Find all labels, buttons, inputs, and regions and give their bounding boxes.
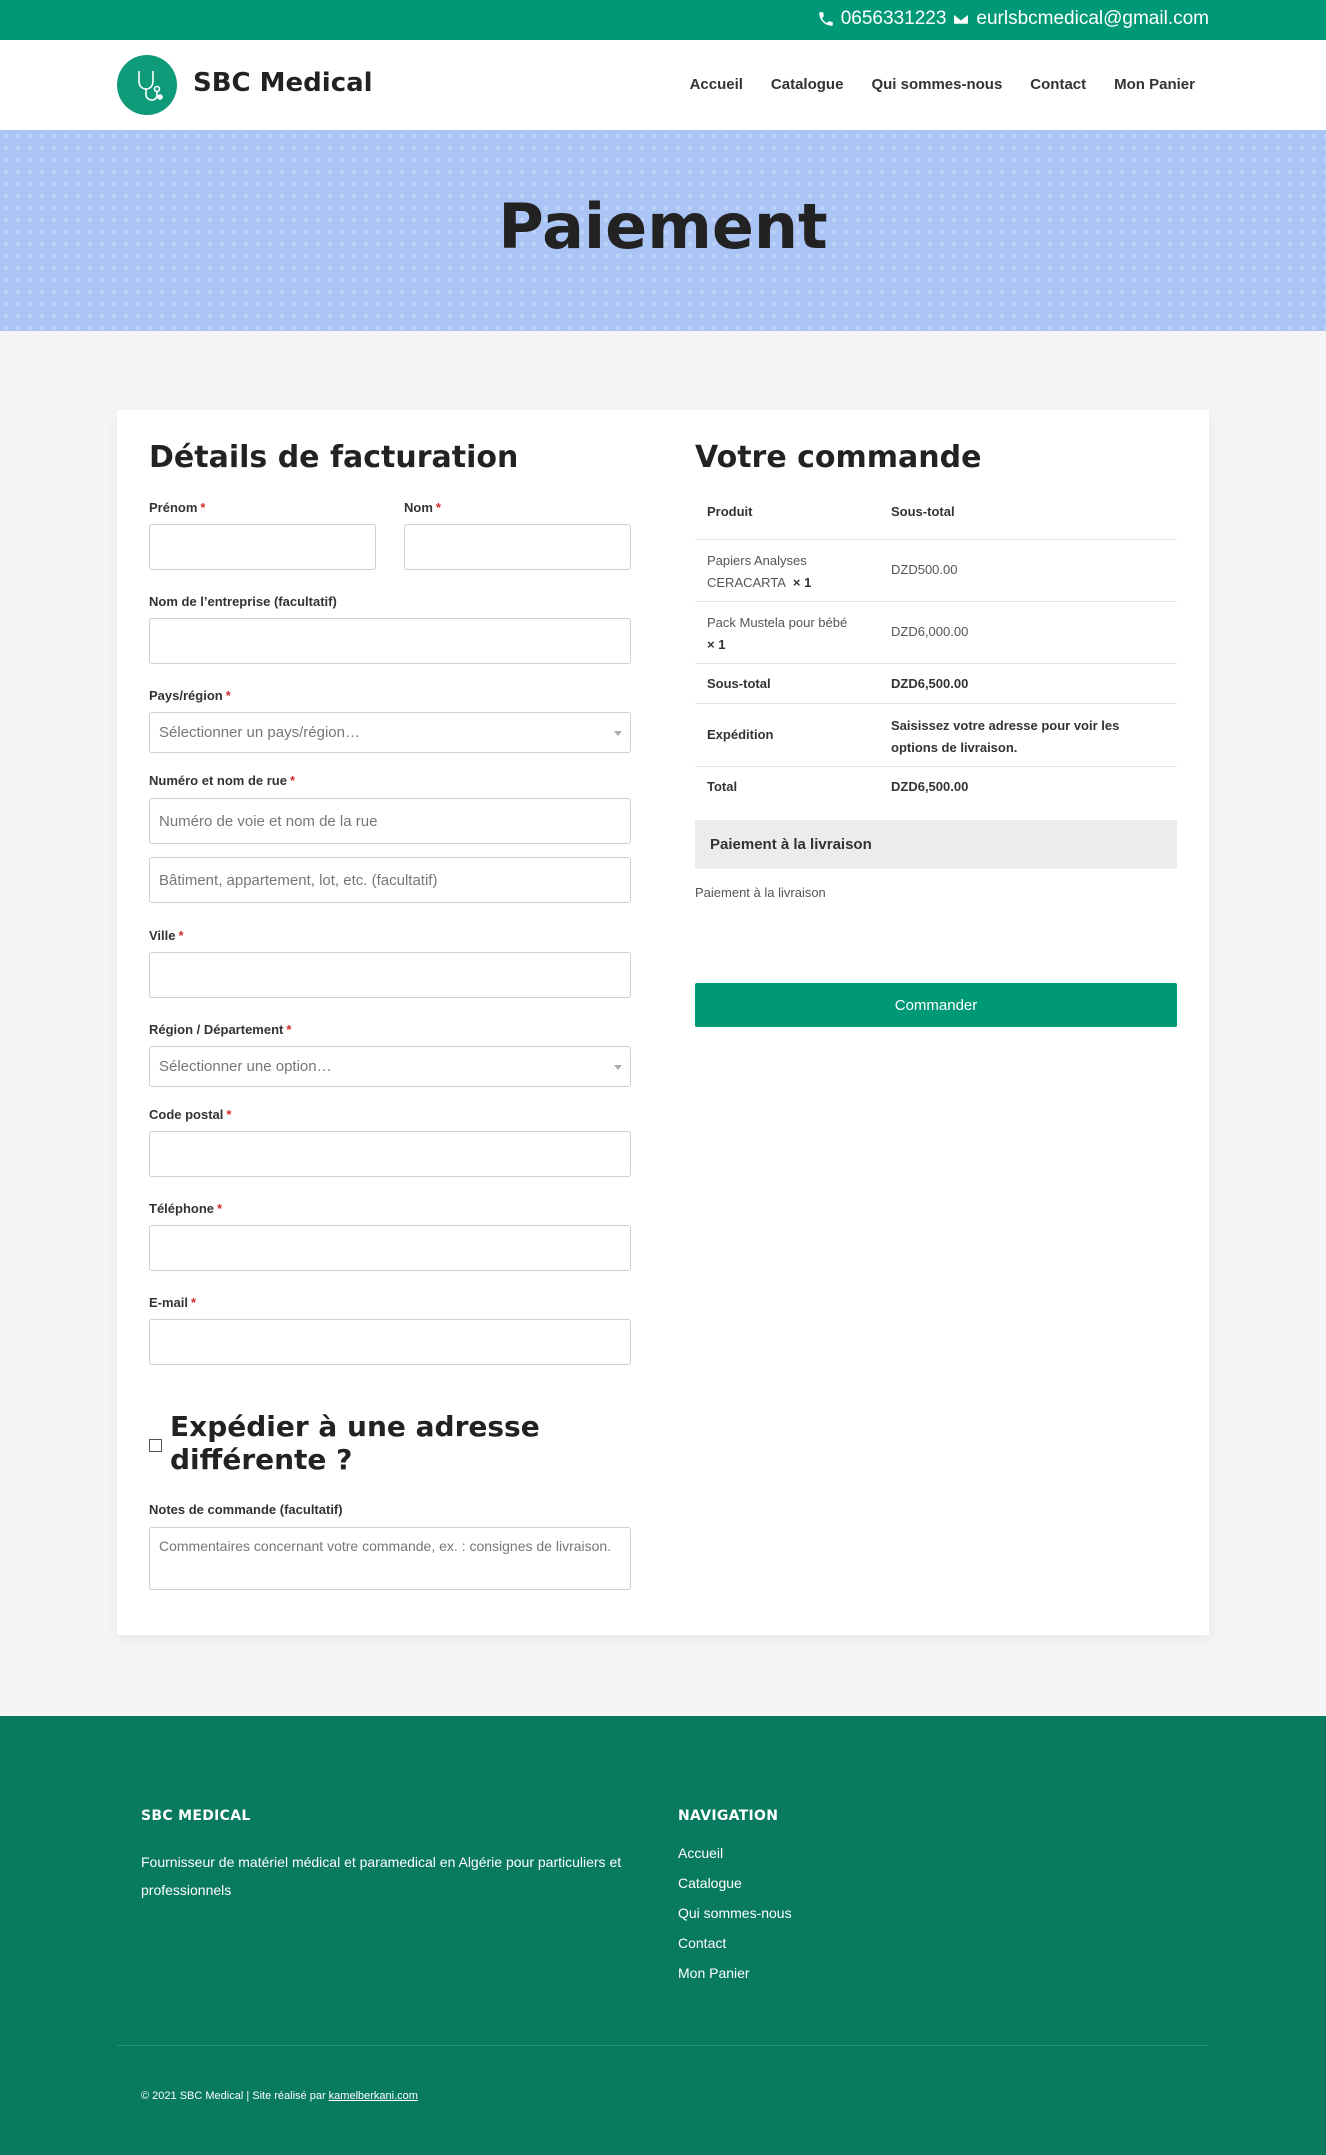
order-review-table	[695, 485, 1177, 807]
footer-link-qui-sommes-nous[interactable]: Qui sommes-nous	[678, 1905, 792, 1921]
last-name-label	[404, 500, 441, 515]
product-quantity: × 1	[792, 575, 812, 590]
email-label-text: E-mail	[149, 1295, 189, 1310]
first-name-label-text: Prénom	[149, 500, 198, 515]
order-notes-placeholder: Commentaires concernant votre commande, ex. : consignes de livraison.	[159, 1538, 612, 1554]
nav-item-mon-panier[interactable]: Mon Panier	[1114, 76, 1195, 93]
first-name-field[interactable]	[149, 524, 376, 570]
nav-item-accueil[interactable]: Accueil	[689, 76, 743, 93]
site-logo[interactable]	[117, 55, 177, 115]
order-notes-label: Notes de commande (facultatif)	[149, 1502, 343, 1517]
order-title: Votre commande	[695, 440, 982, 475]
required-mark: *	[286, 1022, 292, 1037]
subtotal-value: DZD6,500.00	[891, 676, 969, 691]
footer-about-heading: SBC MEDICAL	[141, 1808, 251, 1824]
column-header-subtotal: Sous-total	[891, 504, 955, 519]
shipping-message-line1: Saisissez votre adresse pour voir les	[891, 718, 1120, 733]
email-address[interactable]: eurlsbcmedical@gmail.com	[976, 8, 1209, 29]
country-label	[149, 688, 231, 703]
stethoscope-icon	[127, 65, 167, 105]
footer-nav	[678, 1838, 792, 1988]
phone-icon	[817, 10, 835, 28]
credit-link[interactable]: kamelberkani.com	[328, 2090, 418, 2102]
required-mark: *	[289, 773, 296, 788]
email-label	[149, 1295, 196, 1310]
total-row	[695, 767, 1177, 807]
country-select[interactable]	[149, 712, 631, 753]
top-contact-bar	[0, 0, 1326, 40]
subtotal-label: Sous-total	[707, 676, 771, 691]
footer-nav-heading: NAVIGATION	[678, 1808, 779, 1824]
subtotal-row	[695, 664, 1177, 704]
product-name	[707, 550, 811, 594]
total-label: Total	[707, 779, 738, 794]
region-select[interactable]	[149, 1046, 631, 1087]
page-hero	[0, 130, 1326, 331]
shipping-message-line2: options de livraison.	[891, 740, 1018, 755]
product-name-line2: CERACARTA	[707, 575, 786, 590]
footer-link-contact[interactable]: Contact	[678, 1935, 727, 1951]
city-label	[149, 928, 184, 943]
street-label-text: Numéro et nom de rue	[149, 773, 287, 788]
product-name	[707, 612, 847, 656]
shipping-label: Expédition	[707, 727, 774, 742]
contact-info	[817, 8, 1209, 30]
site-header	[0, 40, 1326, 130]
footer-link-accueil[interactable]: Accueil	[678, 1845, 724, 1861]
required-mark: *	[435, 500, 441, 515]
order-notes-textarea[interactable]	[149, 1527, 631, 1590]
street2-placeholder: Bâtiment, appartement, lot, etc. (facultatif)	[159, 871, 438, 889]
postcode-label-text: Code postal	[149, 1107, 224, 1122]
footer-about-text: Fournisseur de matériel médical et paramedical en Algérie pour particuliers et professionnels	[141, 1854, 622, 1898]
page-title: Paiement	[498, 190, 828, 263]
payment-method-description: Paiement à la livraison	[695, 885, 826, 900]
country-label-text: Pays/région	[149, 688, 223, 703]
product-name-line1: Papiers Analyses	[707, 553, 807, 568]
product-name-line1: Pack Mustela pour bébé	[707, 615, 848, 630]
city-field[interactable]	[149, 952, 631, 998]
payment-method-header[interactable]: Paiement à la livraison	[695, 820, 1177, 869]
company-field[interactable]	[149, 618, 631, 664]
footer-link-mon-panier[interactable]: Mon Panier	[678, 1965, 750, 1981]
order-table-header	[695, 485, 1177, 540]
country-placeholder: Sélectionner un pays/région…	[159, 724, 360, 741]
phone-label	[149, 1201, 222, 1216]
billing-title: Détails de facturation	[149, 440, 519, 475]
shipping-row	[695, 704, 1177, 767]
required-mark: *	[226, 1107, 232, 1122]
site-footer	[0, 1716, 1326, 2155]
required-mark: *	[200, 500, 206, 515]
phone-label-text: Téléphone	[149, 1201, 215, 1216]
required-mark: *	[178, 928, 184, 943]
region-label	[149, 1022, 291, 1037]
postcode-field[interactable]	[149, 1131, 631, 1177]
phone-number[interactable]: 0656331223	[840, 8, 947, 29]
checkout-card	[117, 410, 1209, 1635]
city-label-text: Ville	[149, 928, 176, 943]
street-field[interactable]	[149, 798, 631, 844]
street-placeholder: Numéro de voie et nom de la rue	[159, 812, 378, 830]
company-label: Nom de l’entreprise (facultatif)	[149, 594, 337, 609]
ship-different-row	[149, 1410, 550, 1476]
email-field[interactable]	[149, 1319, 631, 1365]
required-mark: *	[217, 1201, 223, 1216]
last-name-field[interactable]	[404, 524, 631, 570]
region-placeholder: Sélectionner une option…	[159, 1058, 332, 1075]
column-header-product: Produit	[707, 504, 753, 519]
table-row	[695, 602, 1177, 664]
footer-link-catalogue[interactable]: Catalogue	[678, 1875, 742, 1891]
envelope-icon	[952, 10, 970, 28]
ship-different-title[interactable]: Expédier à une adresse différente ?	[170, 1410, 540, 1476]
required-mark: *	[225, 688, 231, 703]
shipping-message	[891, 715, 1119, 759]
nav-item-catalogue[interactable]: Catalogue	[770, 76, 844, 93]
required-mark: *	[191, 1295, 197, 1310]
first-name-label	[149, 500, 205, 515]
site-name[interactable]: SBC Medical	[193, 68, 373, 98]
product-quantity: × 1	[707, 637, 726, 652]
street2-field[interactable]	[149, 857, 631, 903]
total-value: DZD6,500.00	[891, 779, 969, 794]
nav-item-contact[interactable]: Contact	[1030, 76, 1087, 93]
place-order-button[interactable]: Commander	[695, 983, 1177, 1027]
table-row	[695, 540, 1177, 602]
product-subtotal: DZD6,000.00	[891, 624, 969, 639]
footer-divider	[117, 2045, 1209, 2046]
main-nav	[690, 76, 1195, 93]
nav-item-qui-sommes-nous[interactable]: Qui sommes-nous	[871, 76, 1003, 93]
phone-field[interactable]	[149, 1225, 631, 1271]
last-name-label-text: Nom	[404, 500, 433, 515]
footer-copyright	[141, 2090, 418, 2102]
postcode-label	[149, 1107, 231, 1122]
ship-different-checkbox[interactable]	[149, 1439, 162, 1452]
product-subtotal: DZD500.00	[891, 562, 958, 577]
region-label-text: Région / Département	[149, 1022, 284, 1037]
copyright-text: © 2021 SBC Medical | Site réalisé par	[141, 2090, 329, 2102]
street-label	[149, 773, 295, 788]
